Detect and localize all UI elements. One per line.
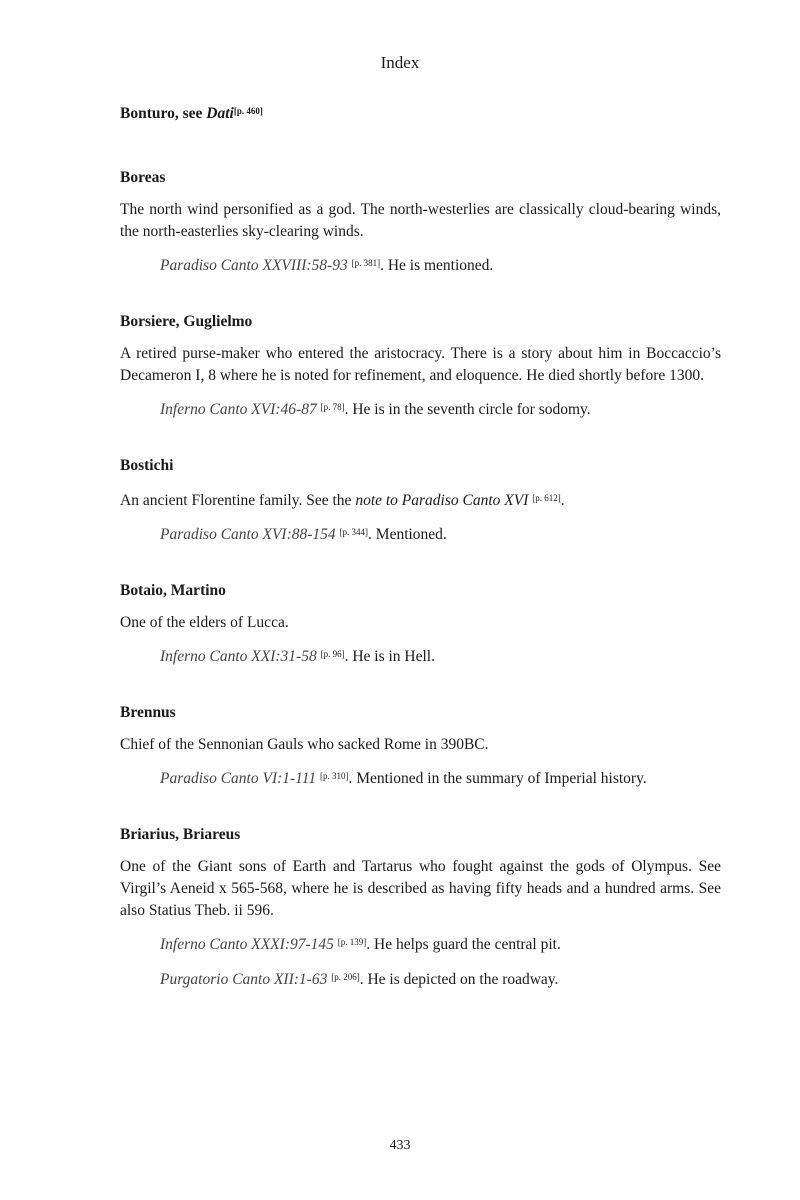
entry-title-text: Bonturo, see	[120, 105, 203, 122]
canto-reference	[160, 396, 721, 421]
note-link[interactable]: note to Paradiso Canto XVI	[355, 492, 529, 509]
canto-link[interactable]: Paradiso Canto XVI:88-154	[160, 526, 336, 543]
reference-text: . Mentioned in the summary of Imperial history.	[348, 770, 647, 787]
reference-text: . He helps guard the central pit.	[366, 936, 561, 953]
canto-link[interactable]: Inferno Canto XXXI:97-145	[160, 936, 334, 953]
canto-link[interactable]: Paradiso Canto XXVIII:58-93	[160, 257, 348, 274]
see-link-dati[interactable]: Dati	[206, 105, 234, 122]
page-reference: [p. 206]	[331, 972, 360, 982]
page-reference: [p. 460]	[233, 106, 263, 116]
entry-description	[120, 487, 721, 512]
index-entry-bonturo	[120, 100, 721, 125]
page-reference: [p. 612]	[532, 493, 561, 503]
canto-reference	[160, 521, 721, 546]
reference-text: . He is depicted on the roadway.	[359, 971, 559, 988]
description-text: An ancient Florentine family. See the	[120, 492, 352, 509]
page-reference: [p. 78]	[320, 402, 345, 412]
index-entry-borsiere	[120, 311, 721, 421]
page-header: Index	[380, 53, 420, 72]
index-entry-brennus	[120, 702, 721, 790]
entry-description: The north wind personified as a god. The north-westerlies are classically cloud-bearing winds, the north-easterlies sky-clearing winds.	[120, 201, 721, 240]
index-entry-boreas	[120, 167, 721, 277]
entry-title: Bostichi	[120, 457, 174, 474]
entry-title	[120, 100, 721, 125]
page-reference: [p. 310]	[320, 771, 349, 781]
page-reference: [p. 96]	[320, 649, 345, 659]
description-end: .	[560, 492, 565, 509]
reference-text: . Mentioned.	[368, 526, 447, 543]
index-content	[120, 100, 721, 1025]
reference-text: . He is in the seventh circle for sodomy.	[344, 401, 591, 418]
canto-link[interactable]: Inferno Canto XVI:46-87	[160, 401, 317, 418]
page-reference: [p. 381]	[351, 258, 381, 268]
page-reference: [p. 344]	[339, 527, 369, 537]
reference-text: . He is in Hell.	[344, 648, 435, 665]
index-entry-botaio	[120, 580, 721, 668]
canto-reference	[160, 765, 721, 790]
reference-text: . He is mentioned.	[380, 257, 494, 274]
canto-link[interactable]: Purgatorio Canto XII:1-63	[160, 971, 328, 988]
index-entry-bostichi	[120, 455, 721, 546]
entry-title: Boreas	[120, 169, 166, 186]
entry-title: Botaio, Martino	[120, 582, 226, 599]
entry-description: A retired purse-maker who entered the aristocracy. There is a story about him in Boccaccio’s Decameron I, 8 where he is noted for refinement, and eloquence. He died shortly before 1300.	[120, 345, 721, 384]
page-reference: [p. 139]	[337, 937, 367, 947]
canto-reference	[160, 643, 721, 668]
entry-title: Brennus	[120, 704, 176, 721]
canto-reference	[160, 931, 721, 956]
entry-title: Briarius, Briareus	[120, 826, 241, 843]
canto-link[interactable]: Paradiso Canto VI:1-111	[160, 770, 317, 787]
entry-description: One of the Giant sons of Earth and Tartarus who fought against the gods of Olympus. See Virgil’s Aeneid x 565-568, where he is described as having fifty heads and a hundred arms. See also Statius Theb. ii 596.	[120, 858, 721, 919]
index-entry-briarius	[120, 824, 721, 991]
entry-title: Borsiere, Guglielmo	[120, 313, 253, 330]
entry-description: Chief of the Sennonian Gauls who sacked Rome in 390BC.	[120, 736, 489, 753]
page-number: 433	[389, 1138, 411, 1153]
canto-link[interactable]: Inferno Canto XXI:31-58	[160, 648, 317, 665]
canto-reference	[160, 966, 721, 991]
entry-description: One of the elders of Lucca.	[120, 614, 289, 631]
canto-reference	[160, 252, 721, 277]
